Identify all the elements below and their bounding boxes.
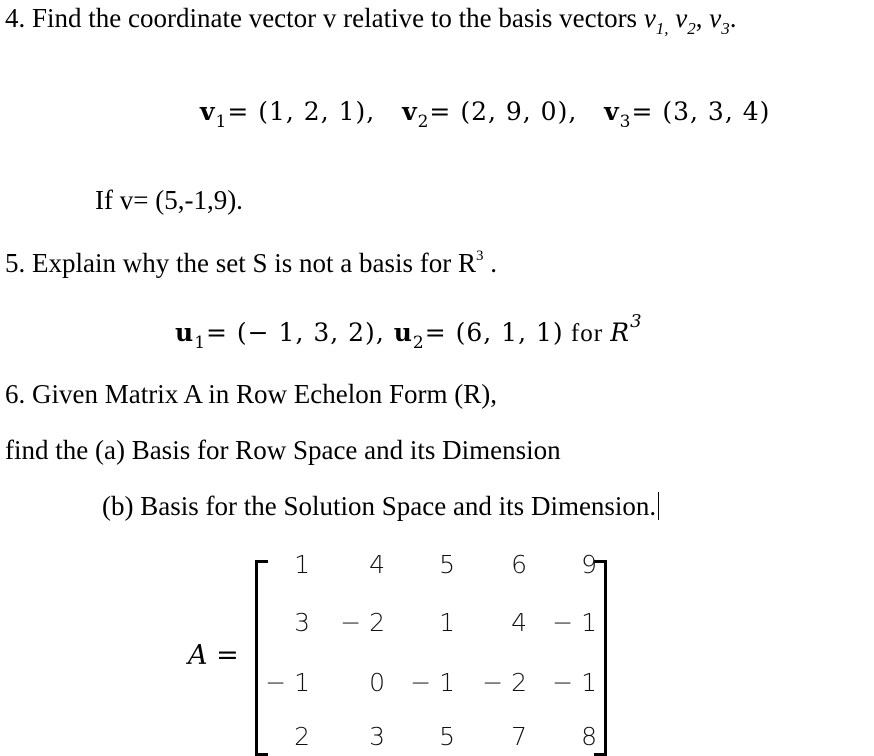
matrix-cell: 6	[511, 550, 527, 579]
question-5-heading: 5. Explain why the set S is not a basis for $R^3$ .	[5, 248, 497, 278]
q4-basis-v3: $v_3$	[709, 3, 730, 38]
matrix-cell: 9	[581, 550, 597, 579]
matrix-cell: 4	[511, 608, 527, 637]
q5-set-vectors: $u_1=$ (− 1, 3, 2), $u_2= (6$, 1, 1) for $R^3$	[175, 311, 643, 353]
matrix-cell: − 2	[340, 608, 385, 637]
matrix-cell: 1	[439, 608, 455, 637]
matrix-cell: 3	[294, 608, 310, 637]
matrix-cell: 2	[294, 722, 310, 751]
matrix-cell: − 1	[265, 668, 310, 697]
matrix-cell: 5	[439, 722, 455, 751]
r3-space: $R^3$	[610, 311, 643, 347]
text-caret	[658, 492, 659, 520]
q4-given-vector: If v= (5,-1,9).	[95, 185, 243, 215]
matrix-cell: 0	[369, 668, 385, 697]
matrix-cell: − 1	[410, 668, 455, 697]
u1-vector: $u_1=$ (− 1, 3, 2),	[175, 318, 385, 353]
question-6-line1: 6. Given Matrix A in Row Echelon Form (R),	[5, 379, 497, 409]
question-6-line2: find the (a) Basis for Row Space and its Dimension	[5, 435, 561, 465]
q4-heading-text: 4. Find the coordinate vector v relative to the basis vectors	[5, 3, 644, 33]
matrix-cell: 3	[369, 722, 385, 751]
matrix-cell: 7	[511, 722, 527, 751]
u2-vector: $u_2= (6$, 1, 1)	[393, 318, 564, 353]
v1-vector: $v_1= (1$, 2, 1),	[200, 97, 376, 132]
question-6-line3: (b) Basis for the Solution Space and its Dimension.	[102, 490, 659, 522]
matrix-cell: − 1	[552, 668, 597, 697]
q4-basis-v1: $v_{1,}$	[643, 3, 669, 38]
matrix-cell: − 1	[552, 608, 597, 637]
matrix-cell: − 2	[482, 668, 527, 697]
matrix-cell: 5	[439, 550, 455, 579]
v3-vector: $v_3= (3$, 3, 4)	[604, 97, 771, 132]
matrix-label: A =	[188, 640, 239, 671]
q4-basis-vectors	[200, 96, 770, 138]
q4-basis-v2: $v_2$	[675, 3, 696, 38]
matrix-cell: 4	[369, 550, 385, 579]
question-4-heading: 4. Find the coordinate vector v relative to the basis vectors $v_{1,}$ $v_2$, $v_3$.	[5, 3, 737, 38]
matrix-cell: 1	[294, 550, 310, 579]
v2-vector: $v_2= (2$, 9, 0),	[402, 97, 578, 132]
matrix-cell: 8	[581, 722, 597, 751]
